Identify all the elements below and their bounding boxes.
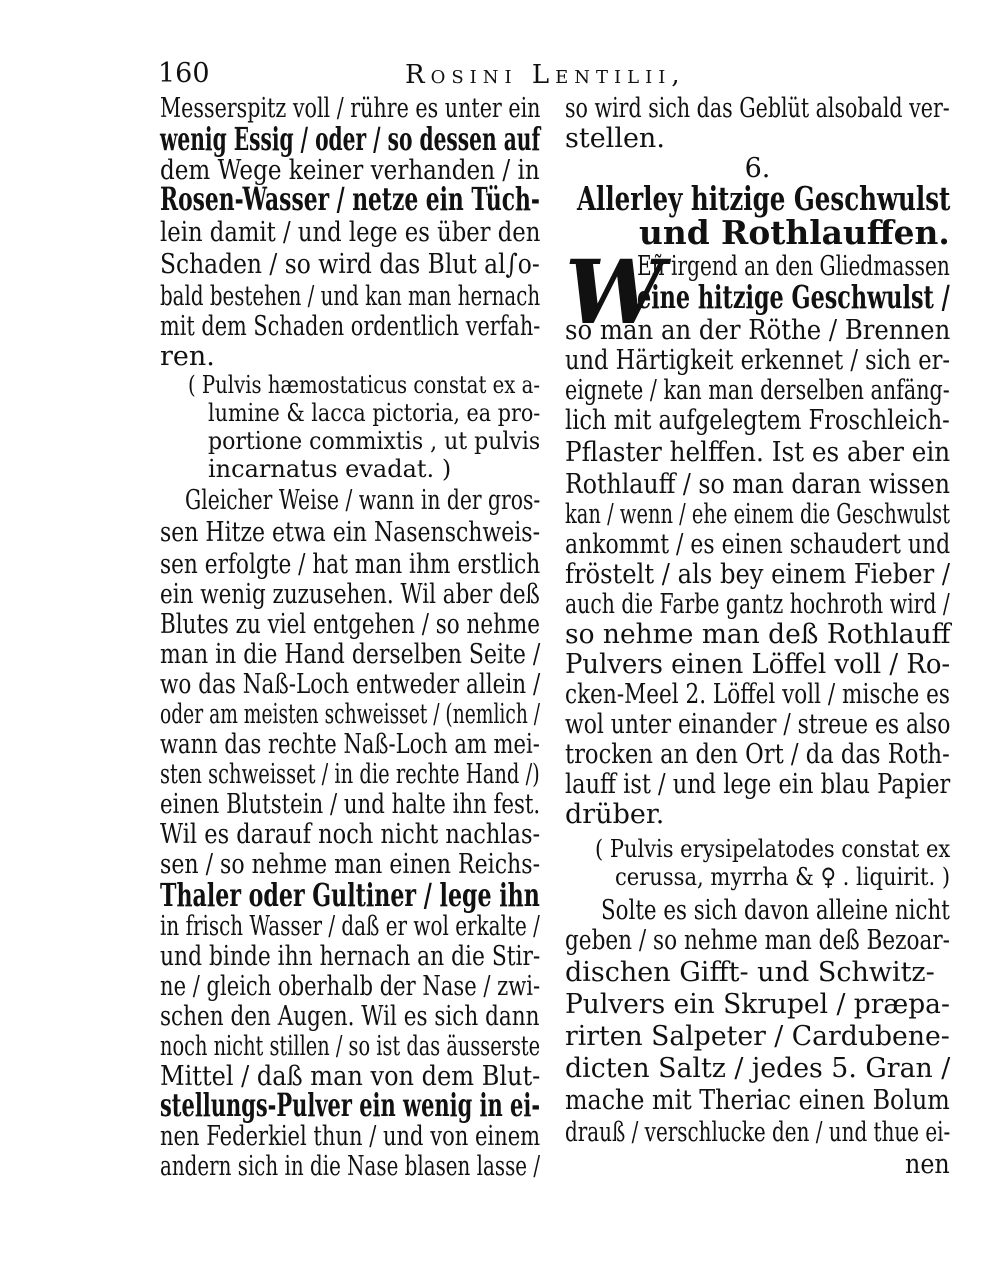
text-line: ein wenig zuzusehen. Wil aber deß	[160, 579, 540, 610]
text-line: Thaler oder Gultiner / lege ihn	[160, 876, 540, 914]
text-line: so wird sich das Geblüt alsobald ver-	[565, 93, 950, 124]
text-line: Solte es sich davon alleine nicht	[601, 895, 950, 926]
text-line: geben / so nehme man deß Bezoar-	[565, 925, 950, 956]
drop-cap: W	[565, 240, 664, 344]
page-number: 160	[158, 58, 210, 89]
text-line: Pulvers einen Löffel voll / Ro-	[565, 649, 951, 680]
text-line: auch die Farbe gantz hochroth wird /	[565, 589, 950, 620]
text-line: sen erfolgte / hat man ihm erstlich	[160, 549, 541, 580]
text-line: trocken an den Ort / da das Roth-	[565, 739, 950, 770]
text-line: dischen Gifft- und Schwitz-	[565, 957, 935, 988]
latin-note-line: cerussa, myrrha & ♀ . liquirit. )	[615, 863, 951, 891]
text-line: Eñ irgend an den Gliedmassen	[637, 251, 950, 282]
text-line: mit dem Schaden ordentlich verfah-	[160, 311, 541, 342]
text-line: sen Hitze etwa ein Nasenschweis-	[160, 517, 541, 548]
section-title-line: und Rothlauffen.	[639, 213, 950, 252]
text-line: Messerspitz voll / rühre es unter ein	[160, 93, 541, 124]
text-line: Blutes zu viel entgehen / so nehme	[160, 609, 540, 640]
text-line: drüber.	[565, 799, 665, 830]
text-line: man in die Hand derselben Seite /	[160, 639, 541, 670]
text-line: einen Blutstein / und halte ihn fest.	[160, 789, 541, 820]
text-line: eignete / kan man derselben anfäng-	[565, 375, 950, 406]
text-line: Schaden / so wird das Blut al∫o-	[160, 249, 540, 280]
latin-note-line: ( Pulvis erysipelatodes constat ex	[595, 835, 951, 863]
text-line: Mittel / daß man von dem Blut-	[160, 1061, 541, 1092]
text-line: ren.	[160, 341, 215, 372]
text-line: lauff ist / und lege ein blau Papier	[565, 769, 951, 800]
text-line: noch nicht stillen / so ist das äusserste	[160, 1031, 541, 1062]
text-line: rirten Salpeter / Cardubene-	[565, 1021, 950, 1052]
text-line: in frisch Wasser / daß er wol erkalte /	[160, 911, 540, 942]
text-line: schen den Augen. Wil es sich dann	[160, 1001, 540, 1032]
text-line: stellen.	[565, 123, 665, 154]
text-line: und Härtigkeit erkennet / sich er-	[565, 345, 950, 376]
text-line: und binde ihn hernach an die Stir-	[160, 941, 541, 972]
text-line: fröstelt / als bey einem Fieber /	[565, 559, 951, 590]
latin-note-line: portione commixtis , ut pulvis	[208, 427, 541, 455]
text-line: sen / so nehme man einen Reichs-	[160, 849, 541, 880]
text-line: kan / wenn / ehe einem die Geschwulst	[565, 499, 950, 530]
text-line: wo das Naß-Loch entweder allein /	[160, 669, 541, 700]
text-line: mache mit Theriac einen Bolum	[565, 1085, 950, 1116]
text-line: wenig Essig / oder / so dessen auf	[160, 120, 541, 158]
text-line: nen	[905, 1149, 950, 1180]
text-line: ankommt / es einen schaudert und	[565, 529, 951, 560]
latin-note-line: lumine & lacca pictoria, ea pro-	[208, 399, 541, 427]
text-line: Wil es darauf noch nicht nachlas-	[160, 819, 541, 850]
text-line: bald bestehen / und kan man hernach	[160, 281, 541, 312]
text-line: ne / gleich oberhalb der Nase / zwi-	[160, 971, 541, 1002]
text-line: cken-Meel 2. Löffel voll / mische es	[565, 679, 950, 710]
text-line: so nehme man deß Rothlauff	[565, 619, 951, 650]
text-line: dicten Saltz / jedes 5. Gran /	[565, 1053, 951, 1084]
text-line: drauß / verschlucke den / und thue ei-	[565, 1117, 951, 1148]
text-line: sten schweisset / in die rechte Hand /)	[160, 759, 540, 790]
text-line: lich mit aufgelegtem Froschleich-	[565, 405, 950, 436]
text-line: Rothlauff / so man daran wissen	[565, 469, 950, 500]
page-header	[150, 58, 950, 98]
text-line: dem Wege keiner verhanden / in	[160, 155, 540, 186]
section-title-line: Allerley hitzige Geschwulst	[577, 179, 951, 218]
latin-note-line: ( Pulvis hæmostaticus constat ex a-	[188, 371, 541, 399]
text-line: nen Federkiel thun / und von einem	[160, 1121, 541, 1152]
text-line: Pflaster helffen. Ist es aber ein	[565, 437, 951, 468]
text-line: so man an der Röthe / Brennen	[565, 315, 951, 346]
text-line: lein damit / und lege es über den	[160, 217, 541, 248]
running-head: Rosini Lentilii,	[405, 60, 686, 90]
text-line: Pulvers ein Skrupel / præpa-	[565, 989, 950, 1020]
text-line: eine hitzige Geschwulst /	[637, 278, 950, 316]
text-line: Rosen-Wasser / netze ein Tüch-	[160, 180, 540, 218]
text-line: andern sich in die Nase blasen lasse /	[160, 1151, 541, 1182]
text-line: Gleicher Weise / wann in der gros-	[185, 485, 541, 516]
text-line: stellungs-Pulver ein wenig in ei-	[160, 1086, 541, 1124]
text-line: wol unter einander / streue es also	[565, 709, 951, 740]
section-number: 6.	[744, 153, 771, 184]
text-line: wann das rechte Naß-Loch am mei-	[160, 729, 540, 760]
text-line: oder am meisten schweisset / (nemlich /	[160, 699, 541, 730]
latin-note-line: incarnatus evadat. )	[208, 455, 452, 483]
